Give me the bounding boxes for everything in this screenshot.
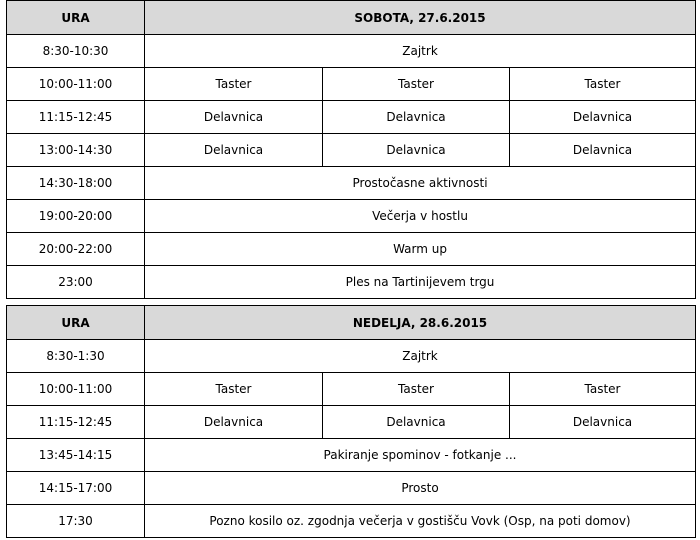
- time-cell: 14:15-17:00: [7, 472, 145, 505]
- activity-cell: Delavnica: [510, 134, 696, 167]
- schedule-row: [7, 439, 696, 472]
- schedule-row: [7, 233, 696, 266]
- activity-cell: Delavnica: [323, 101, 510, 134]
- activity-cell: Prosto: [145, 472, 696, 505]
- time-cell: 13:45-14:15: [7, 439, 145, 472]
- activity-cell: Taster: [510, 373, 696, 406]
- schedule-row: [7, 200, 696, 233]
- activity-cell: Taster: [323, 68, 510, 101]
- activity-cell: Zajtrk: [145, 340, 696, 373]
- time-cell: 10:00-11:00: [7, 373, 145, 406]
- time-cell: 20:00-22:00: [7, 233, 145, 266]
- schedule-row: [7, 472, 696, 505]
- time-column-header: URA: [7, 306, 145, 340]
- activity-cell: Pozno kosilo oz. zgodnja večerja v gostišču Vovk (Osp, na poti domov): [145, 505, 696, 538]
- saturday-table-body: [7, 1, 696, 299]
- activity-cell: Večerja v hostlu: [145, 200, 696, 233]
- activity-cell: Zajtrk: [145, 35, 696, 68]
- activity-cell: Taster: [510, 68, 696, 101]
- activity-cell: Delavnica: [510, 101, 696, 134]
- activity-cell: Pakiranje spominov - fotkanje ...: [145, 439, 696, 472]
- sunday-schedule-table: [6, 305, 696, 538]
- activity-cell: Delavnica: [145, 101, 323, 134]
- schedule-row: [7, 406, 696, 439]
- schedule-row: [7, 35, 696, 68]
- time-cell: 19:00-20:00: [7, 200, 145, 233]
- header-row: [7, 1, 696, 35]
- schedule-row: [7, 340, 696, 373]
- activity-cell: Taster: [323, 373, 510, 406]
- time-cell: 13:00-14:30: [7, 134, 145, 167]
- header-row: [7, 306, 696, 340]
- activity-cell: Warm up: [145, 233, 696, 266]
- time-column-header: URA: [7, 1, 145, 35]
- schedule-row: [7, 505, 696, 538]
- time-cell: 11:15-12:45: [7, 406, 145, 439]
- activity-cell: Ples na Tartinijevem trgu: [145, 266, 696, 299]
- time-cell: 23:00: [7, 266, 145, 299]
- schedule-row: [7, 134, 696, 167]
- day-header: SOBOTA, 27.6.2015: [145, 1, 696, 35]
- saturday-schedule-table: [6, 0, 696, 299]
- activity-cell: Prostočasne aktivnosti: [145, 167, 696, 200]
- schedule-row: [7, 101, 696, 134]
- schedule-row: [7, 373, 696, 406]
- activity-cell: Delavnica: [510, 406, 696, 439]
- time-cell: 17:30: [7, 505, 145, 538]
- time-cell: 8:30-10:30: [7, 35, 145, 68]
- schedule-row: [7, 266, 696, 299]
- activity-cell: Delavnica: [323, 406, 510, 439]
- time-cell: 8:30-1:30: [7, 340, 145, 373]
- activity-cell: Taster: [145, 68, 323, 101]
- schedule-row: [7, 68, 696, 101]
- time-cell: 11:15-12:45: [7, 101, 145, 134]
- sunday-table-body: [7, 306, 696, 538]
- day-header: NEDELJA, 28.6.2015: [145, 306, 696, 340]
- schedule-row: [7, 167, 696, 200]
- time-cell: 14:30-18:00: [7, 167, 145, 200]
- activity-cell: Delavnica: [145, 134, 323, 167]
- activity-cell: Delavnica: [323, 134, 510, 167]
- time-cell: 10:00-11:00: [7, 68, 145, 101]
- activity-cell: Taster: [145, 373, 323, 406]
- activity-cell: Delavnica: [145, 406, 323, 439]
